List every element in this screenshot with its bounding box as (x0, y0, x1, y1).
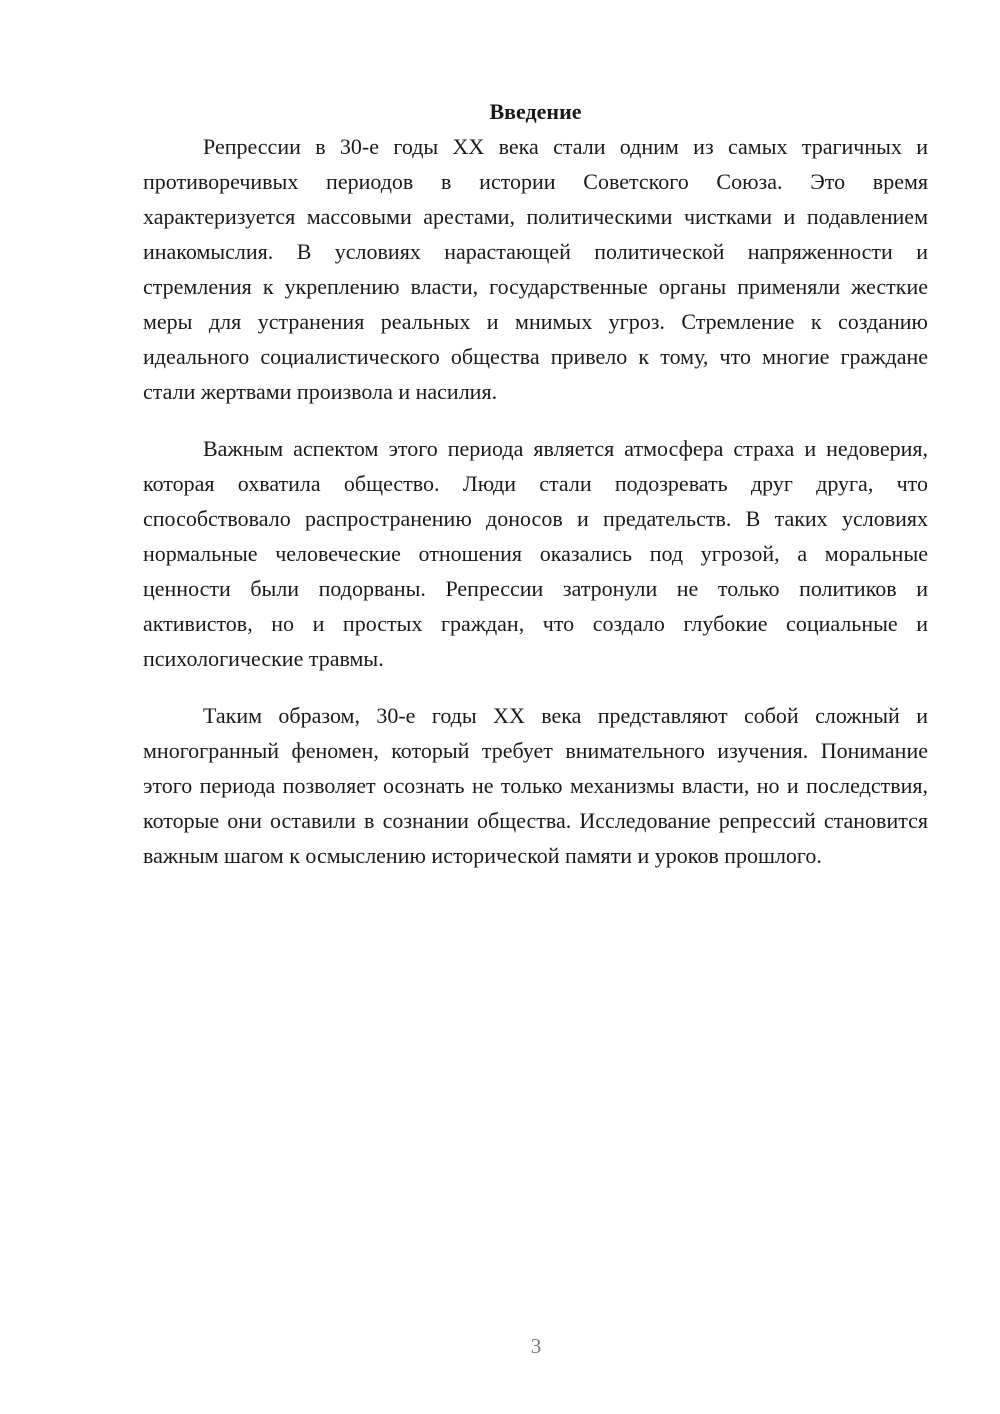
paragraph-2: Важным аспектом этого периода является атмосфера страха и недоверия, которая охватила общество. Люди стали подозревать друг друга, что способствовало распространению доносов и предательств. В таких условиях нормальные человеческие отношения оказались под угрозой, а моральные ценности были подорваны. Репрессии затронули не только политиков и активистов, но и простых граждан, что создало глубокие социальные и психологические травмы. (143, 436, 928, 671)
paragraph-1: Репрессии в 30-е годы XX века стали одним из самых трагичных и противоречивых периодов в истории Советского Союза. Это время характеризуется массовыми арестами, политическими чистками и подавлением инакомыслия. В условиях нарастающей политической напряженности и стремления к укреплению власти, государственные органы применяли жесткие меры для устранения реальных и мнимых угроз. Стремление к созданию идеального социалистического общества привело к тому, что многие граждане стали жертвами произвола и насилия. (143, 134, 928, 404)
section-heading: Введение (489, 99, 582, 124)
page-number: 3 (530, 1334, 542, 1358)
page-content (143, 94, 928, 873)
paragraph-3: Таким образом, 30-е годы XX века представляют собой сложный и многогранный феномен, который требует внимательного изучения. Понимание этого периода позволяет осознать не только механизмы власти, но и последствия, которые они оставили в сознании общества. Исследование репрессий становится важным шагом к осмыслению исторической памяти и уроков прошлого. (143, 703, 928, 868)
